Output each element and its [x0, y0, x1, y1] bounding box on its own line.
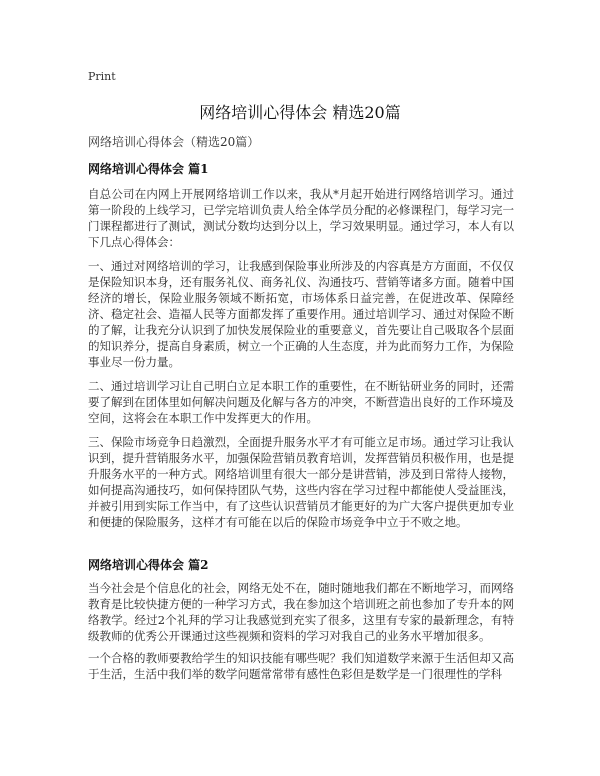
paragraph: 当今社会是个信息化的社会，网络无处不在，随时随地我们都在不断地学习，而网络教育是比较快捷方便的一种学习方式，我在参加这个培训班之前也参加了专升本的网络教学。经过2个礼拜的学习让我感觉到充实了很多，这里有专家的最新理念，有特级教师的优秀公开课通过这些视频和资料的学习对我自己的业务水平增加很多。 [88, 581, 514, 643]
document-subtitle: 网络培训心得体会（精选20篇） [88, 135, 260, 149]
paragraph: 一个合格的教师要教给学生的知识技能有哪些呢？我们知道数学来源于生活但却又高于生活，生活中我们举的数学问题常常带有感性色彩但是数学是一门很理性的学科 [88, 651, 514, 681]
paragraph: 三、保险市场竞争日趋激烈，全面提升服务水平才有可能立足市场。通过学习让我认识到，提升营销服务水平，加强保险营销员教育培训，发挥营销员积极作用，也是提升服务水平的一种方式。网络培训里有很大一部分是讲营销，涉及到日常待人接物，如何提高沟通技巧，如何保持团队气势，这些内容在学习过程中都能使人受益匪浅，并被引用到实际工作当中，有了这些认识营销员才能更好的为广大客户提供更加专业和便捷的保险服务，这样才有可能在以后的保险市场竞争中立于不败之地。 [88, 435, 514, 529]
paragraph: 一、通过对网络培训的学习，让我感到保险事业所涉及的内容真是方方面面，不仅仅是保险知识本身，还有服务礼仪、商务礼仪、沟通技巧、营销等诸多方面。随着中国经济的增长，保险业服务领域不断拓宽，市场体系日益完善，在促进改革、保障经济、稳定社会、造福人民等方面都发挥了重要作用。通过培训学习、通过对保险不断的了解，让我充分认识到了加快发展保险业的重要意义，首先要让自己吸取各个层面的知识养分，提高自身素质，树立一个正确的人生态度，并为此而努力工作，为保险事业尽一份力量。 [88, 259, 514, 369]
print-link[interactable]: Print [88, 70, 116, 83]
paragraph: 二、通过培训学习让自己明白立足本职工作的重要性，在不断钻研业务的同时，还需要了解到在团体里如何解决问题及化解与各方的冲突，不断营造出良好的工作环境及空间，这将会在本职工作中发挥更大的作用。 [88, 379, 514, 425]
section-heading-2: 网络培训心得体会 篇2 [88, 558, 209, 572]
section-heading-1: 网络培训心得体会 篇1 [88, 162, 209, 176]
paragraph: 自总公司在内网上开展网络培训工作以来，我从*月起开始进行网络培训学习。通过第一阶段的上线学习，已学完培训负责人给全体学员分配的必修课程门，每学习完一门课程都进行了测试，测试分数均达到分以上，学习效果明显。通过学习，本人有以下几点心得体会： [88, 187, 514, 249]
document-title: 网络培训心得体会 精选20篇 [199, 103, 401, 122]
